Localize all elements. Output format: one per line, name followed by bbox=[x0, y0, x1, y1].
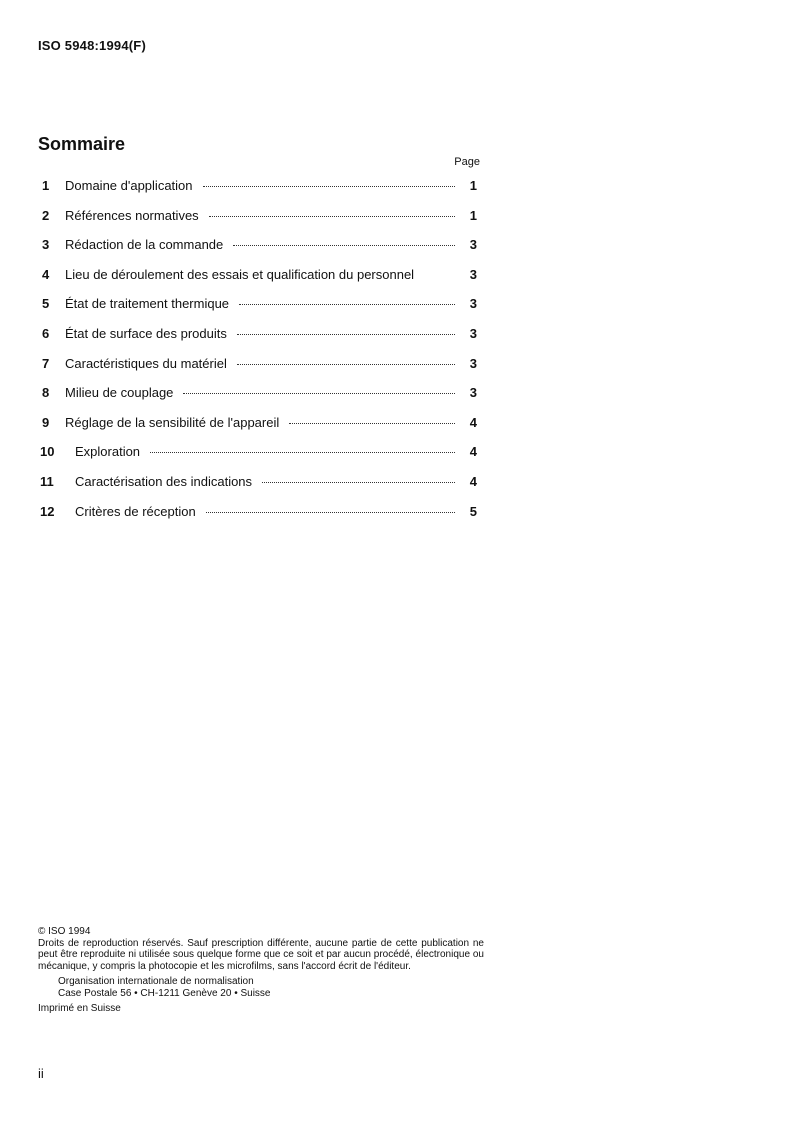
toc-entry-page: 1 bbox=[469, 207, 477, 223]
toc-entry-page: 3 bbox=[469, 385, 477, 401]
toc-dot-leader bbox=[424, 275, 455, 276]
toc-entry-12[interactable] bbox=[38, 504, 480, 534]
toc-entry-11[interactable] bbox=[38, 474, 480, 504]
toc-title: Sommaire bbox=[38, 134, 126, 154]
toc-entry-number: 9 bbox=[42, 414, 50, 430]
toc-entry-page: 4 bbox=[469, 473, 477, 489]
toc-entry-5[interactable] bbox=[38, 296, 480, 326]
toc-entry-label: État de surface des produits bbox=[65, 325, 227, 341]
toc-entry-label: Références normatives bbox=[65, 207, 199, 223]
toc-entry-page: 4 bbox=[469, 444, 477, 460]
toc-dot-leader bbox=[150, 451, 455, 453]
toc-list bbox=[38, 178, 480, 533]
page-column-label: Page bbox=[454, 156, 480, 168]
toc-entry-10[interactable] bbox=[38, 444, 480, 474]
toc-entry-label: État de traitement thermique bbox=[65, 296, 230, 312]
toc-entry-label: Milieu de couplage bbox=[65, 385, 174, 401]
toc-dot-leader bbox=[233, 244, 455, 246]
toc-entry-label: Critères de réception bbox=[75, 503, 196, 519]
toc-entry-page: 3 bbox=[469, 355, 477, 371]
document-id: ISO 5948:1994(F) bbox=[38, 38, 146, 53]
toc-entry-6[interactable] bbox=[38, 326, 480, 356]
toc-entry-page: 3 bbox=[469, 237, 477, 253]
toc-entry-page: 3 bbox=[469, 266, 477, 282]
toc-entry-number: 3 bbox=[42, 237, 50, 253]
toc-entry-label: Exploration bbox=[75, 444, 141, 460]
toc-entry-number: 5 bbox=[42, 296, 50, 312]
toc-entry-page: 5 bbox=[469, 503, 477, 519]
toc-entry-number: 6 bbox=[42, 325, 50, 341]
page-number: ii bbox=[38, 1066, 44, 1081]
toc-entry-page: 4 bbox=[469, 414, 477, 430]
toc-entry-number: 1 bbox=[42, 178, 50, 193]
toc-dot-leader bbox=[262, 481, 455, 483]
toc-entry-number: 7 bbox=[42, 355, 50, 371]
toc-entry-label: Caractéristiques du matériel bbox=[65, 355, 227, 371]
copyright-block bbox=[38, 926, 484, 1015]
toc-dot-leader bbox=[209, 215, 455, 217]
toc-entry-number: 10 bbox=[40, 444, 55, 460]
toc-entry-page: 3 bbox=[469, 325, 477, 341]
toc-entry-7[interactable] bbox=[38, 356, 480, 386]
toc-dot-leader bbox=[237, 363, 455, 365]
toc-entry-number: 11 bbox=[40, 473, 54, 489]
toc-entry-3[interactable] bbox=[38, 237, 480, 267]
toc-entry-4[interactable] bbox=[38, 267, 480, 297]
toc-entry-number: 2 bbox=[42, 207, 50, 223]
publisher-organization: Organisation internationale de normalisation bbox=[58, 976, 254, 987]
toc-entry-label: Lieu de déroulement des essais et qualification du personnel bbox=[65, 266, 415, 282]
copyright-notice: © ISO 1994 bbox=[38, 926, 91, 937]
toc-dot-leader bbox=[239, 303, 455, 305]
printed-in: Imprimé en Suisse bbox=[38, 1003, 121, 1014]
publisher-address: Case Postale 56 • CH-1211 Genève 20 • Suisse bbox=[58, 987, 271, 999]
toc-dot-leader bbox=[183, 392, 455, 394]
toc-entry-8[interactable] bbox=[38, 385, 480, 415]
toc-dot-leader bbox=[289, 422, 455, 424]
toc-entry-number: 8 bbox=[42, 385, 50, 401]
toc-entry-label: Domaine d'application bbox=[65, 178, 193, 193]
toc-entry-label: Rédaction de la commande bbox=[65, 237, 224, 253]
toc-entry-label: Réglage de la sensibilité de l'appareil bbox=[65, 414, 280, 430]
toc-entry-label: Caractérisation des indications bbox=[75, 473, 253, 489]
toc-dot-leader bbox=[206, 511, 455, 513]
toc-entry-number: 4 bbox=[42, 266, 50, 282]
toc-entry-number: 12 bbox=[40, 503, 55, 519]
toc-dot-leader bbox=[237, 333, 455, 335]
toc-entry-2[interactable] bbox=[38, 208, 480, 238]
copyright-rights: Droits de reproduction réservés. Sauf prescription différente, aucune partie de cette publication ne peut être reproduite ni utilisée sous quelque forme que ce soit et par aucun procédé, électronique ou mécanique, y compris la photocopie et les microfilms, sans l'accord écrit de l'éditeur. bbox=[38, 937, 484, 972]
toc-entry-9[interactable] bbox=[38, 415, 480, 445]
toc-entry-page: 1 bbox=[469, 178, 477, 193]
toc-entry-1[interactable] bbox=[38, 178, 480, 208]
toc-dot-leader bbox=[203, 185, 455, 187]
toc-entry-page: 3 bbox=[469, 296, 477, 312]
